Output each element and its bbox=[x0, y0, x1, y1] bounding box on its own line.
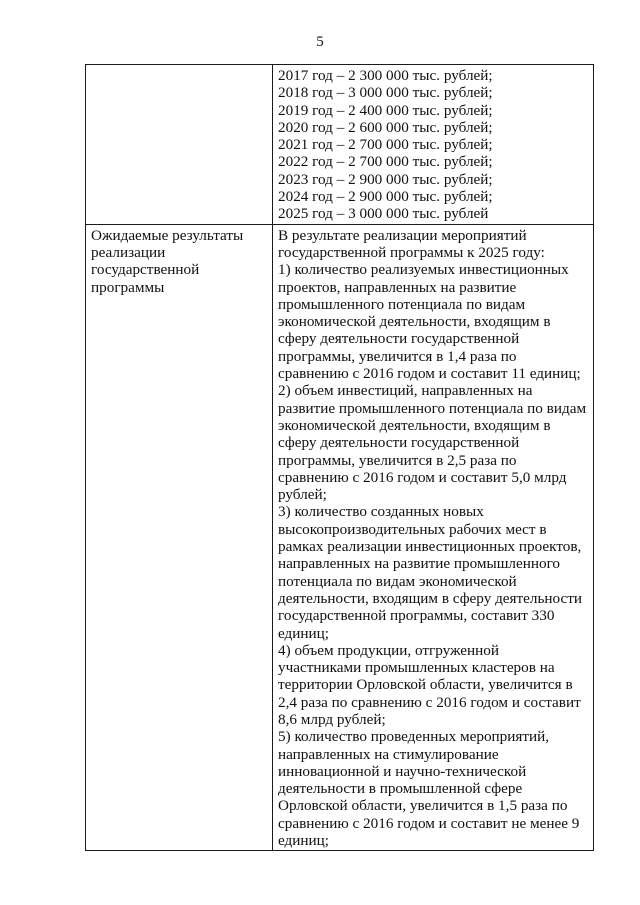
label-line: Ожидаемые результаты bbox=[91, 226, 244, 244]
result-item-4-line: 8,6 млрд рублей; bbox=[278, 710, 386, 728]
result-item-5-line: инновационной и научно-технической bbox=[278, 762, 527, 780]
table-cell-label bbox=[86, 65, 273, 225]
table-cell-value bbox=[273, 65, 594, 225]
funding-line-2017: 2017 год – 2 300 000 тыс. рублей; bbox=[278, 67, 493, 84]
result-item-5-line: сравнению с 2016 годом и составит не менее 9 bbox=[278, 814, 580, 832]
result-item-3-line: единиц; bbox=[278, 624, 329, 642]
table-row-expected-results bbox=[86, 224, 594, 851]
result-item-2-line: экономической деятельности, входящим в bbox=[278, 416, 551, 434]
result-item-5-line: единиц; bbox=[278, 832, 329, 850]
result-item-4-line: 2,4 раза по сравнению с 2016 годом и составит bbox=[278, 693, 581, 711]
result-item-3-line: 3) количество созданных новых bbox=[278, 503, 484, 521]
result-item-3-line: потенциала по видам экономической bbox=[278, 572, 517, 590]
results-intro-line: государственной программы к 2025 году: bbox=[278, 243, 545, 261]
result-item-5-line: 5) количество проведенных мероприятий, bbox=[278, 728, 550, 746]
result-item-1-line: программы, увеличится в 1,4 раза по bbox=[278, 347, 517, 365]
result-item-4-line: территории Орловской области, увеличится в bbox=[278, 676, 573, 694]
result-item-2-line: развитие промышленного потенциала по видам bbox=[278, 399, 587, 417]
result-item-1-line: промышленного потенциала по видам bbox=[278, 295, 526, 313]
result-item-3-line: высокопроизводительных рабочих мест в bbox=[278, 520, 547, 538]
funding-line-2021: 2021 год – 2 700 000 тыс. рублей; bbox=[278, 136, 493, 154]
label-line: государственной bbox=[91, 261, 200, 279]
result-item-5-line: деятельности в промышленной сфере bbox=[278, 780, 523, 798]
funding-line-2023: 2023 год – 2 900 000 тыс. рублей; bbox=[278, 170, 493, 188]
label-line: программы bbox=[91, 278, 165, 296]
result-item-3-line: деятельности, входящим в сферу деятельности bbox=[278, 589, 583, 607]
result-item-2-line: сравнению с 2016 годом и составит 5,0 млрд bbox=[278, 468, 567, 486]
result-item-5-line: Орловской области, увеличится в 1,5 раза по bbox=[278, 797, 568, 815]
result-item-4-line: 4) объем продукции, отгруженной bbox=[278, 641, 500, 659]
funding-line-2018: 2018 год – 3 000 000 тыс. рублей; bbox=[278, 84, 493, 102]
funding-line-2024: 2024 год – 2 900 000 тыс. рублей; bbox=[278, 188, 493, 206]
result-item-3-line: государственной программы, составит 330 bbox=[278, 607, 555, 625]
result-item-1-line: проектов, направленных на развитие bbox=[278, 278, 517, 296]
result-item-3-line: рамках реализации инвестиционных проектов, bbox=[278, 538, 582, 556]
result-item-1-line: сферу деятельности государственной bbox=[278, 330, 520, 348]
result-item-2-line: 2) объем инвестиций, направленных на bbox=[278, 382, 533, 400]
table-row-funding-by-year bbox=[86, 65, 594, 225]
funding-line-2019: 2019 год – 2 400 000 тыс. рублей; bbox=[278, 101, 493, 119]
result-item-2-line: рублей; bbox=[278, 486, 327, 504]
result-item-4-line: участниками промышленных кластеров на bbox=[278, 659, 555, 677]
page-number: 5 bbox=[316, 34, 324, 50]
result-item-1-line: сравнению с 2016 годом и составит 11 единиц; bbox=[278, 365, 581, 383]
program-passport-table bbox=[85, 64, 594, 851]
funding-line-2020: 2020 год – 2 600 000 тыс. рублей; bbox=[278, 118, 493, 136]
result-item-3-line: направленных на развитие промышленного bbox=[278, 555, 561, 573]
results-intro-line: В результате реализации мероприятий bbox=[278, 226, 527, 244]
result-item-5-line: направленных на стимулирование bbox=[278, 745, 499, 763]
result-item-1-line: экономической деятельности, входящим в bbox=[278, 313, 551, 331]
table-cell-label bbox=[86, 224, 273, 851]
label-line: реализации bbox=[91, 243, 166, 261]
table-cell-value bbox=[273, 224, 594, 851]
result-item-2-line: сферу деятельности государственной bbox=[278, 434, 520, 452]
funding-line-2022: 2022 год – 2 700 000 тыс. рублей; bbox=[278, 153, 493, 171]
result-item-2-line: программы, увеличится в 2,5 раза по bbox=[278, 451, 517, 469]
result-item-1-line: 1) количество реализуемых инвестиционных bbox=[278, 261, 569, 279]
funding-line-2025: 2025 год – 3 000 000 тыс. рублей bbox=[278, 205, 489, 223]
